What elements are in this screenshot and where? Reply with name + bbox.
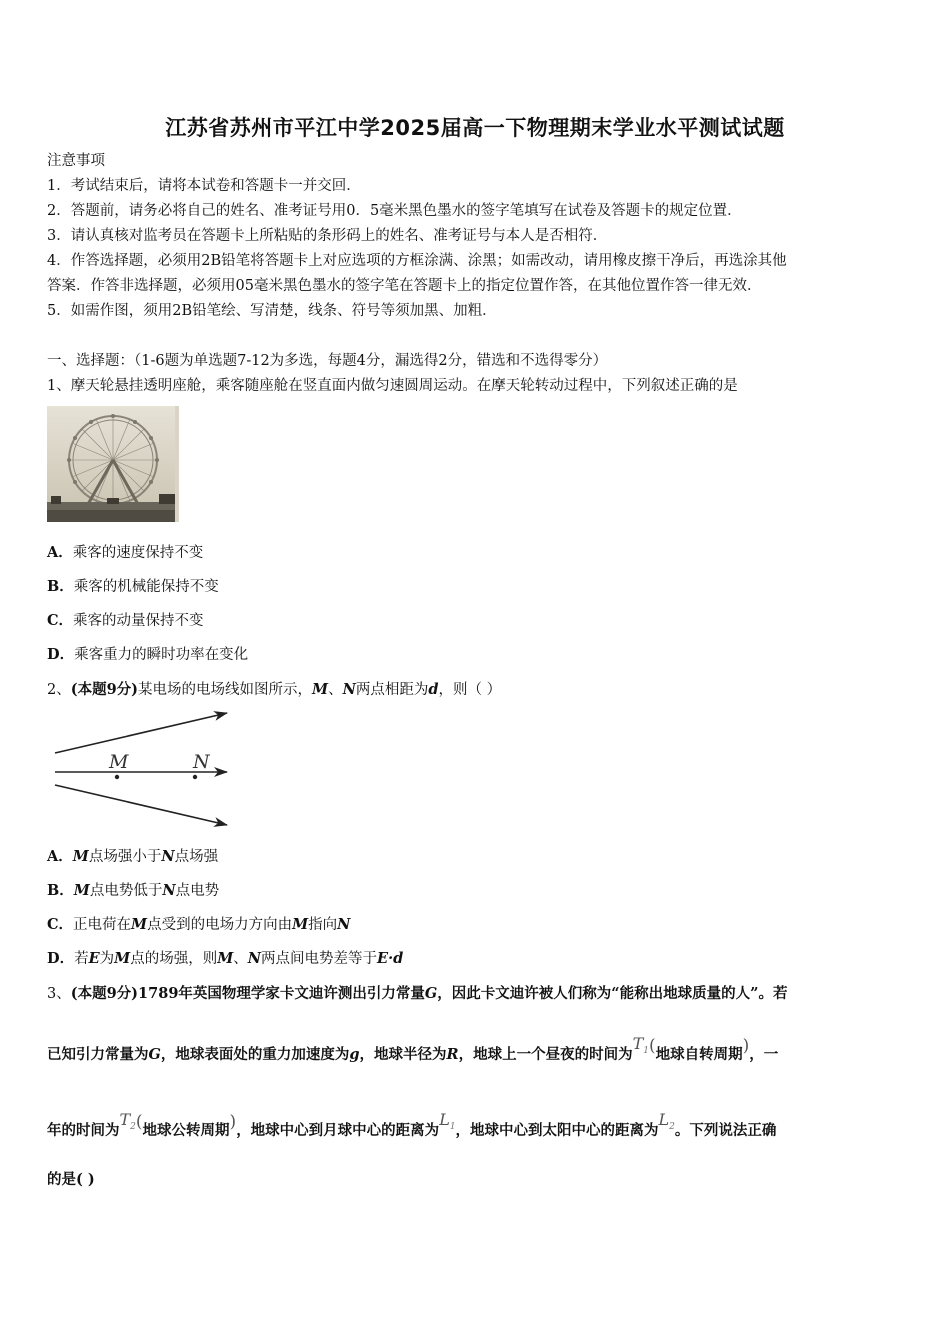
q3-line-3: 年的时间为$T_2$(地球公转周期)，地球中心到月球中心的距离为$L_1$，地球中心到太阳中心的距离为$L_2$。下列说法正确: [47, 1110, 777, 1139]
notice-item: 1．考试结束后，请将本试卷和答题卡一并交回．: [47, 178, 361, 194]
ferris-wheel-photo: [47, 406, 179, 522]
q1-option-b: B．乘客的机械能保持不变: [47, 578, 219, 595]
q1-option-a: A．乘客的速度保持不变: [47, 544, 204, 561]
notice-item: 4．作答选择题，必须用2B铅笔将答题卡上对应选项的方框涂满、涂黑；如需改动，请用橡皮擦干净后，再选涂其他: [47, 253, 787, 269]
q3-line-4: 的是( ): [47, 1171, 95, 1188]
section-heading: 一、选择题：（1-6题为单选题7-12为多选，每题4分，漏选得2分，错选和不选得零分）: [47, 353, 608, 369]
q1-option-c: C．乘客的动量保持不变: [47, 612, 204, 629]
q2-option-c: C．正电荷在M点受到的电场力方向由M指向N: [47, 916, 351, 933]
q3-line-2: 已知引力常量为G，地球表面处的重力加速度为g，地球半径为R，地球上一个昼夜的时间为$T_1$(地球自转周期)，一: [47, 1034, 779, 1063]
q2-option-b: B．M点电势低于N点电势: [47, 882, 220, 899]
notice-item: 5．如需作图，须用2B铅笔绘、写清楚，线条、符号等须加黑、加粗．: [47, 303, 497, 319]
q1-stem: 1、摩天轮悬挂透明座舱，乘客随座舱在竖直面内做匀速圆周运动。在摩天轮转动过程中，下列叙述正确的是: [47, 378, 738, 394]
page-title: 江苏省苏州市平江中学2025届高一下物理期末学业水平测试试题: [165, 116, 785, 140]
label-m: M: [109, 751, 129, 773]
notice-item: 3．请认真核对监考员在答题卡上所粘贴的条形码上的姓名、准考证号与本人是否相符．: [47, 228, 608, 244]
notice-item: 答案．作答非选择题，必须用05毫米黑色墨水的签字笔在答题卡上的指定位置作答，在其他位置作答一律无效．: [47, 278, 762, 294]
q2-stem: 2、(本题9分)某电场的电场线如图所示，M、N两点相距为d，则（ ）: [47, 681, 502, 698]
q1-option-d: D．乘客重力的瞬时功率在变化: [47, 646, 249, 663]
notice-heading: 注意事项: [47, 153, 105, 169]
electric-field-figure: [47, 707, 237, 831]
label-n: N: [193, 751, 210, 773]
notice-item: 2．答题前，请务必将自己的姓名、准考证号用0．5毫米黑色墨水的签字笔填写在试卷及答题卡的规定位置．: [47, 203, 742, 219]
q2-option-d: D．若E为M点的场强，则M、N两点间电势差等于E·d: [47, 950, 404, 967]
q2-option-a: A．M点场强小于N点场强: [47, 848, 219, 865]
q3-line-1: 3、(本题9分)1789年英国物理学家卡文迪许测出引力常量G，因此卡文迪许被人们称为“能称出地球质量的人”。若: [47, 985, 788, 1002]
